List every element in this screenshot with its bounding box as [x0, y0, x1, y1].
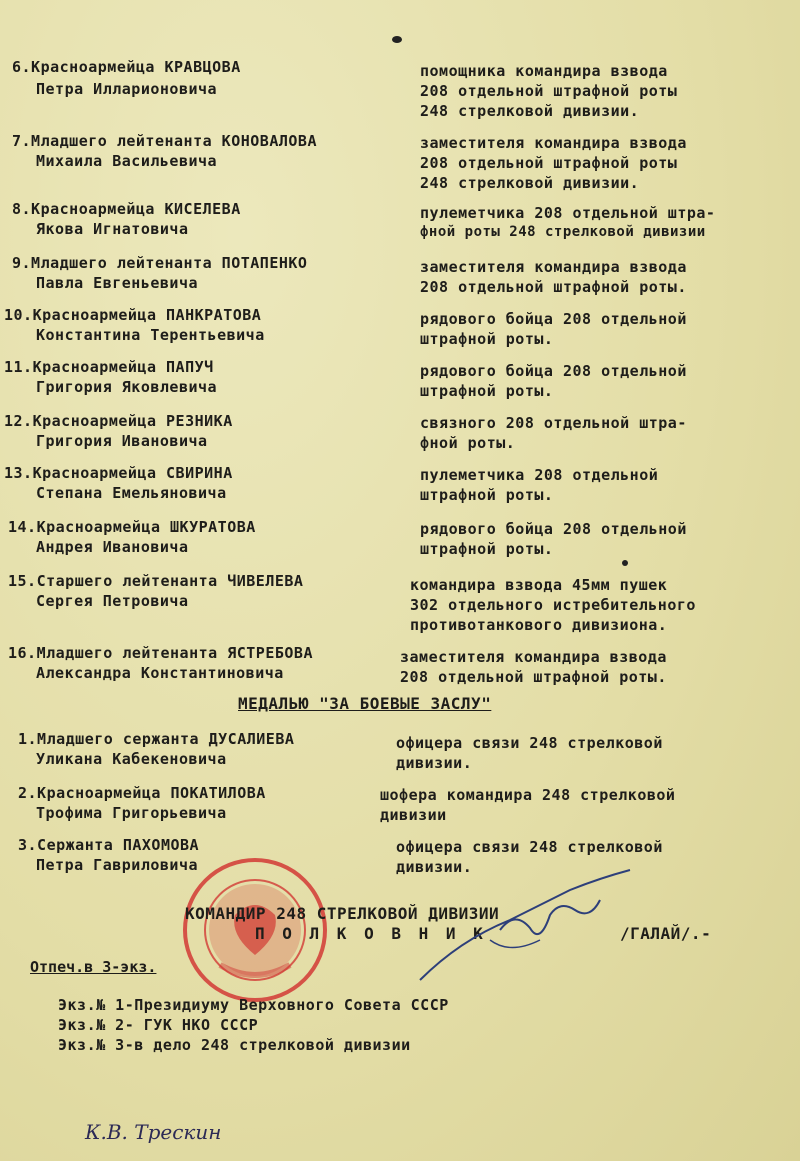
- entry-position-line: пулеметчика 208 отдельной: [420, 466, 659, 484]
- entry-position-line: противотанкового дивизиона.: [410, 616, 668, 634]
- medal-section-heading: МЕДАЛЬЮ "ЗА БОЕВЫЕ ЗАСЛУ": [238, 694, 492, 713]
- entry-position-line: штрафной роты.: [420, 540, 554, 558]
- entry-position-line: офицера связи 248 стрелковой: [396, 838, 663, 856]
- entry-position-line: дивизии: [380, 806, 447, 824]
- entry-rank-name: 7.Младшего лейтенанта КОНОВАЛОВА: [12, 132, 317, 150]
- entry-full-name: Константина Терентьевича: [36, 326, 265, 344]
- entry-position-line: штрафной роты.: [420, 330, 554, 348]
- entry-position-line: шофера командира 248 стрелковой: [380, 786, 676, 804]
- entry-full-name: Петра Илларионовича: [36, 80, 218, 98]
- entry-rank-name: 11.Красноармейца ПАПУЧ: [4, 358, 214, 376]
- entry-full-name: Трофима Григорьевича: [36, 804, 227, 822]
- entry-position-line: 302 отдельного истребительного: [410, 596, 696, 614]
- entry-position-line: 248 стрелковой дивизии.: [420, 102, 640, 120]
- entry-rank-name: 12.Красноармейца РЕЗНИКА: [4, 412, 233, 430]
- entry-rank-name: 9.Младшего лейтенанта ПОТАПЕНКО: [12, 254, 308, 272]
- copy-line: Экз.№ 3-в дело 248 стрелковой дивизии: [58, 1036, 411, 1054]
- entry-full-name: Уликана Кабекеновича: [36, 750, 227, 768]
- entry-rank-name: 15.Старшего лейтенанта ЧИВЕЛЕВА: [8, 572, 304, 590]
- entry-position-line: 208 отдельной штрафной роты: [420, 82, 678, 100]
- copy-line: Экз.№ 1-Президиуму Верховного Совета СССР: [58, 996, 449, 1014]
- entry-full-name: Михаила Васильевича: [36, 152, 218, 170]
- copy-line: Экз.№ 2- ГУК НКО СССР: [58, 1016, 259, 1034]
- commander-name: /ГАЛАЙ/.-: [620, 924, 712, 943]
- entry-position-line: штрафной роты.: [420, 382, 554, 400]
- entry-rank-name: 1.Младшего сержанта ДУСАЛИЕВА: [18, 730, 295, 748]
- entry-rank-name: 8.Красноармейца КИСЕЛЕВА: [12, 200, 241, 218]
- handwritten-signature: [400, 860, 660, 990]
- entry-full-name: Петра Гавриловича: [36, 856, 199, 874]
- entry-rank-name: 10.Красноармейца ПАНКРАТОВА: [4, 306, 262, 324]
- entry-rank-name: 3.Сержанта ПАХОМОВА: [18, 836, 200, 854]
- entry-position-line: связного 208 отдельной штра-: [420, 414, 687, 432]
- top-punch-mark: [392, 36, 402, 43]
- entry-full-name: Якова Игнатовича: [36, 220, 189, 238]
- entry-full-name: Григория Яковлевича: [36, 378, 218, 396]
- entry-position-line: дивизии.: [396, 858, 473, 876]
- entry-position-line: рядового бойца 208 отдельной: [420, 362, 687, 380]
- entry-rank-name: 16.Младшего лейтенанта ЯСТРЕБОВА: [8, 644, 313, 662]
- entry-position-line: штрафной роты.: [420, 486, 554, 504]
- entry-position-line: командира взвода 45мм пушек: [410, 576, 668, 594]
- entry-position-line: заместителя командира взвода: [400, 648, 667, 666]
- entry-position-line: заместителя командира взвода: [420, 134, 687, 152]
- entry-full-name: Александра Константиновича: [36, 664, 284, 682]
- entry-full-name: Сергея Петровича: [36, 592, 189, 610]
- entry-position-line: 248 стрелковой дивизии.: [420, 174, 640, 192]
- commander-rank: П О Л К О В Н И К: [255, 924, 487, 943]
- entry-full-name: Степана Емельяновича: [36, 484, 227, 502]
- entry-rank-name: 13.Красноармейца СВИРИНА: [4, 464, 233, 482]
- entry-position-line: фной роты 248 стрелковой дивизии: [420, 224, 706, 240]
- entry-position-line: офицера связи 248 стрелковой: [396, 734, 663, 752]
- entry-full-name: Андрея Ивановича: [36, 538, 189, 556]
- handwritten-note: К.В. Трескин: [85, 1120, 222, 1144]
- entry-position-line: пулеметчика 208 отдельной штра-: [420, 204, 716, 222]
- entry-position-line: рядового бойца 208 отдельной: [420, 520, 687, 538]
- entry-position-line: 208 отдельной штрафной роты: [420, 154, 678, 172]
- entry-rank-name: 6.Красноармейца КРАВЦОВА: [12, 58, 241, 76]
- entry-position-line: фной роты.: [420, 434, 516, 452]
- copies-note: Отпеч.в 3-экз.: [30, 958, 157, 976]
- entry-position-line: 208 отдельной штрафной роты.: [400, 668, 667, 686]
- entry-position-line: дивизии.: [396, 754, 473, 772]
- commander-title: КОМАНДИР 248 СТРЕЛКОВОЙ ДИВИЗИИ: [185, 904, 500, 923]
- entry-position-line: 208 отдельной штрафной роты.: [420, 278, 687, 296]
- entry-position-line: рядового бойца 208 отдельной: [420, 310, 687, 328]
- entry-rank-name: 14.Красноармейца ШКУРАТОВА: [8, 518, 256, 536]
- entry-full-name: Григория Ивановича: [36, 432, 208, 450]
- entry-position-line: помощника командира взвода: [420, 62, 668, 80]
- entry-full-name: Павла Евгеньевича: [36, 274, 199, 292]
- entry-position-line: заместителя командира взвода: [420, 258, 687, 276]
- ink-dot: [622, 560, 628, 566]
- entry-rank-name: 2.Красноармейца ПОКАТИЛОВА: [18, 784, 266, 802]
